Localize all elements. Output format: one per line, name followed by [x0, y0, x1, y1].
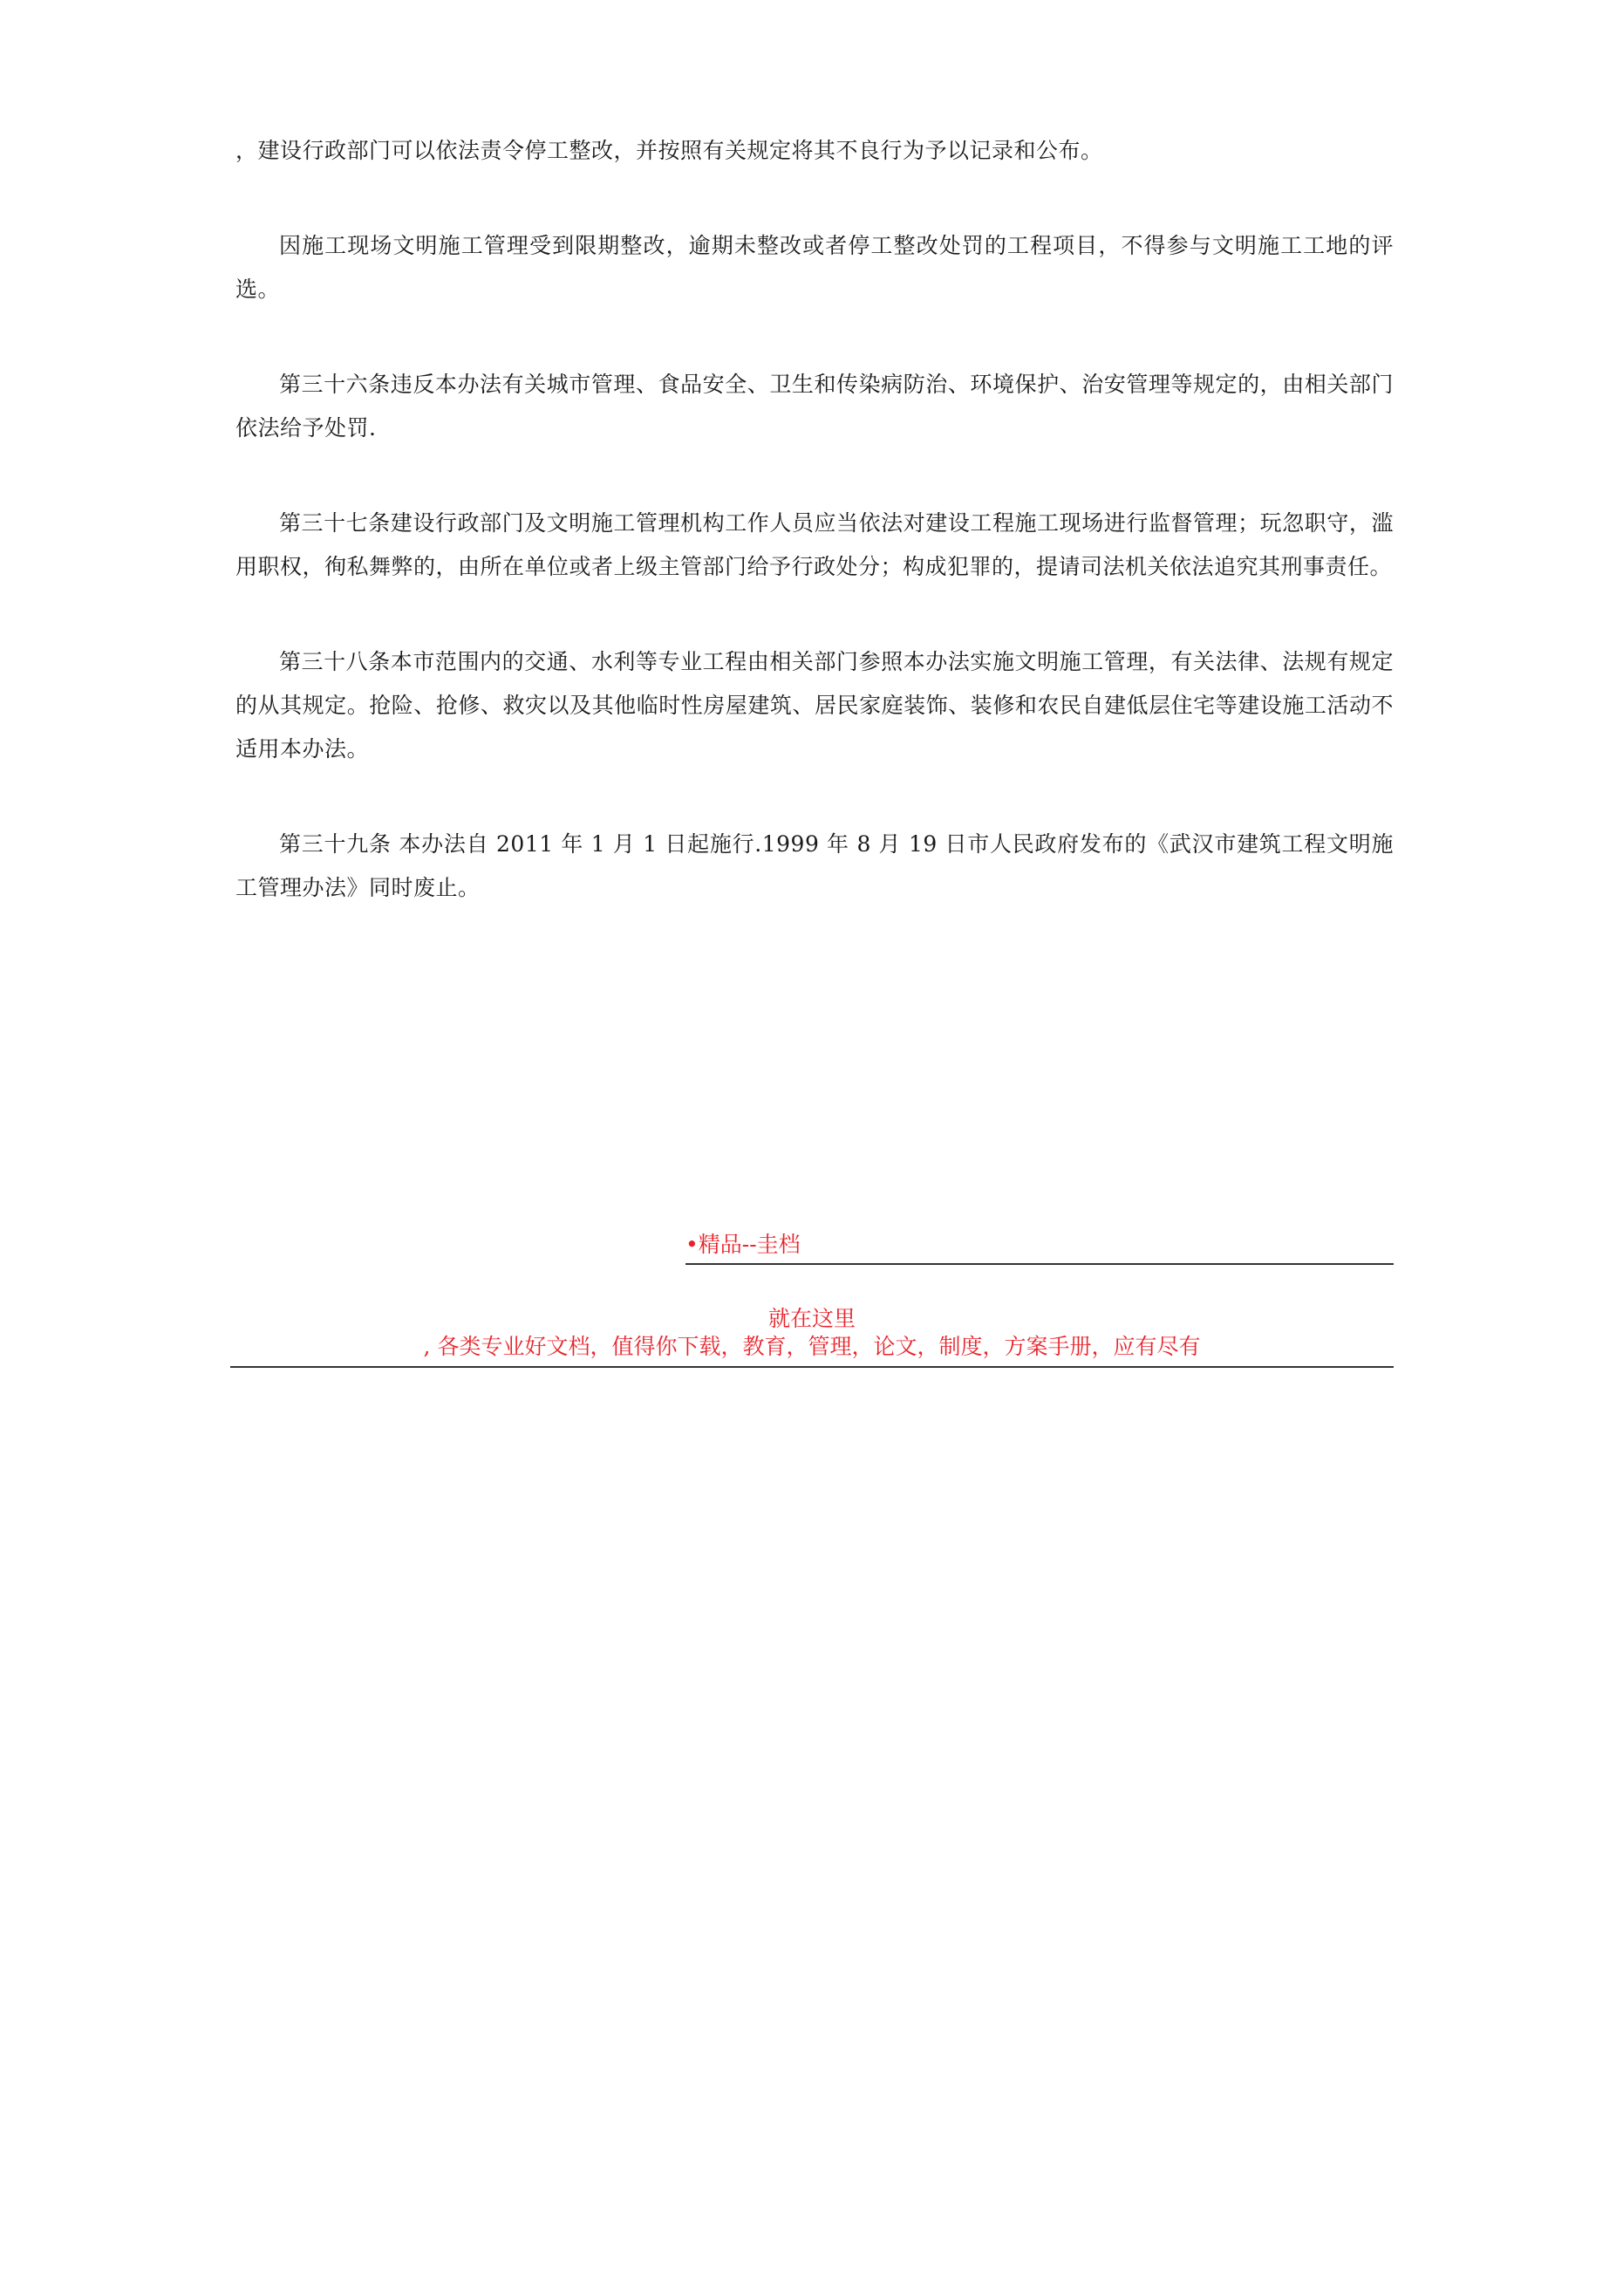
paragraph-continuation: ，建设行政部门可以依法责令停工整改，并按照有关规定将其不良行为予以记录和公布。: [235, 138, 1103, 163]
paragraph-article-38: 第三十八条本市范围内的交通、水利等专业工程由相关部门参照本办法实施文明施工管理，有关法律、法规有规定的从其规定。抢险、抢修、救灾以及其他临时性房屋建筑、居民家庭装饰、装修和农民自建低层住宅等建设施工活动不适用本办法。: [235, 649, 1394, 762]
footer-promo-block: [230, 1305, 1394, 1368]
paragraph-article-39: 第三十九条 本办法自 2011 年 1 月 1 日起施行.1999 年 8 月 19 日市人民政府发布的《武汉市建筑工程文明施工管理办法》同时废止。: [235, 831, 1394, 900]
paragraph-article-37: 第三十七条建设行政部门及文明施工管理机构工作人员应当依法对建设工程施工现场进行监督管理；玩忽职守，滥用职权，徇私舞弊的，由所在单位或者上级主管部门给予行政处分；构成犯罪的，提请司法机关依法追究其刑事责任。: [235, 510, 1394, 579]
document-body: [235, 129, 1394, 961]
footer-top-rule: [685, 1230, 1394, 1265]
paragraph-rectification: 因施工现场文明施工管理受到限期整改，逾期未整改或者停工整改处罚的工程项目，不得参与文明施工工地的评选。: [235, 233, 1394, 302]
footer-watermark-label: •精品--圭档: [685, 1232, 801, 1257]
paragraph-article-36: 第三十六条违反本办法有关城市管理、食品安全、卫生和传染病防治、环境保护、治安管理等规定的，由相关部门依法给予处罚.: [235, 372, 1394, 441]
footer-promo-line-1: 就在这里: [767, 1306, 856, 1331]
footer-promo-line-2: , 各类专业好文档，值得你下载，教育，管理，论文，制度，方案手册，应有尽有: [423, 1334, 1201, 1359]
